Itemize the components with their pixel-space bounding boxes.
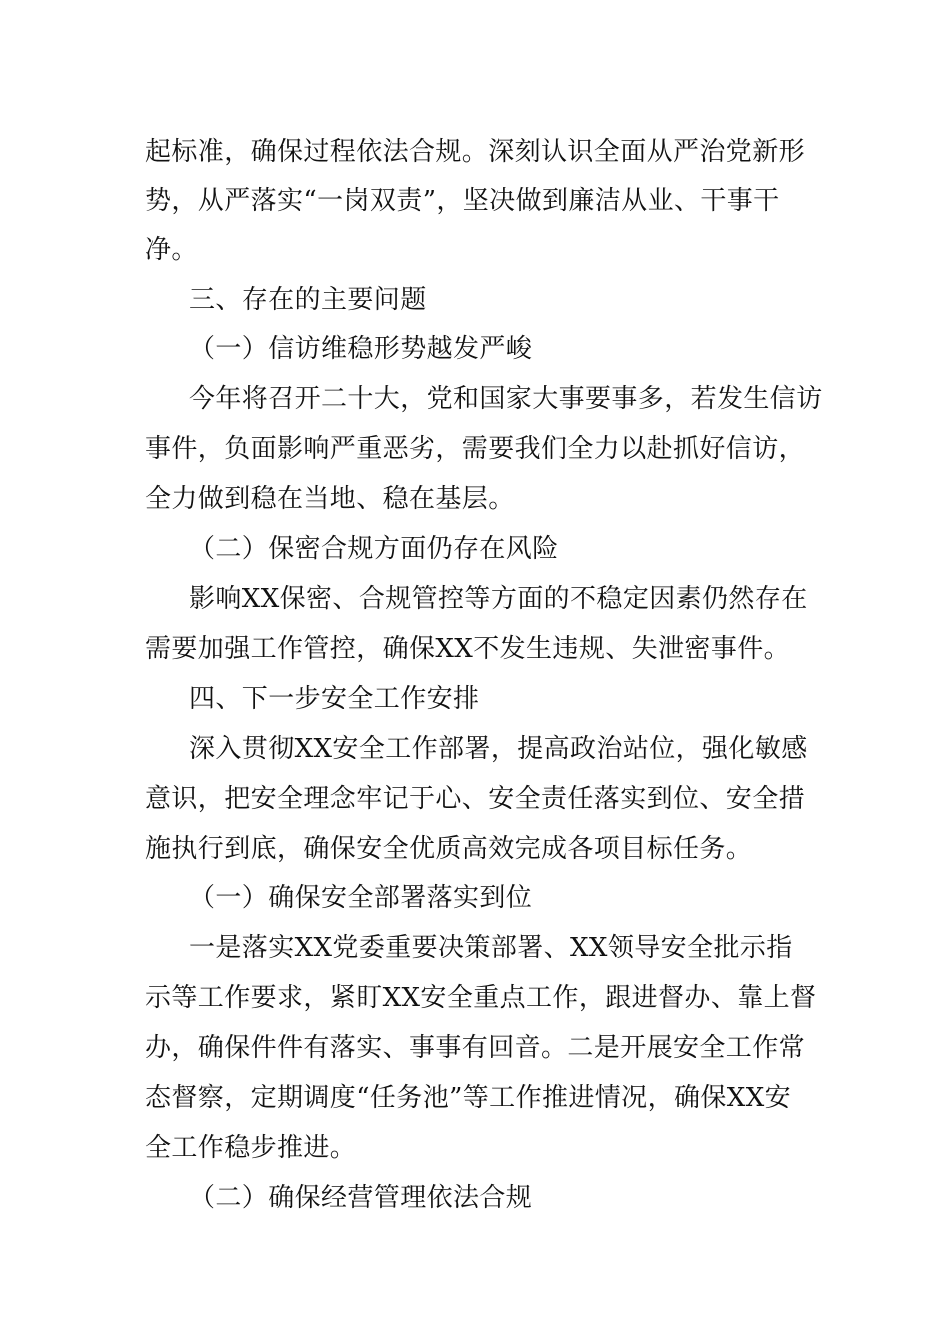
text-line: 施执行到底，确保安全优质高效完成各项目标任务。: [145, 834, 753, 864]
text-line: 示等工作要求，紧盯XX安全重点工作，跟进督办、靠上督: [145, 983, 817, 1013]
section-heading: 三、存在的主要问题: [189, 285, 427, 315]
text-line: 意识，把安全理念牢记于心、安全责任落实到位、安全措: [145, 784, 806, 814]
subsection-heading: （二）确保经营管理依法合规: [189, 1183, 533, 1213]
text-line: 全工作稳步推进。: [145, 1133, 357, 1163]
text-line: 事件，负面影响严重恶劣，需要我们全力以赴抓好信访，: [145, 434, 806, 464]
text-line: 势，从严落实“一岗双责”，坚决做到廉洁从业、干事干: [145, 186, 780, 216]
text-line: 一是落实XX党委重要决策部署、XX领导安全批示指: [189, 933, 793, 963]
text-line: 净。: [145, 235, 198, 265]
text-line: 办，确保件件有落实、事事有回音。二是开展安全工作常: [145, 1033, 806, 1063]
subsection-heading: （一）信访维稳形势越发严峻: [189, 334, 533, 364]
text-line: 今年将召开二十大，党和国家大事要事多，若发生信访: [189, 384, 823, 414]
text-line: 影响XX保密、合规管控等方面的不稳定因素仍然存在: [189, 584, 808, 614]
text-line: 态督察，定期调度“任务池”等工作推进情况，确保XX安: [145, 1083, 792, 1113]
text-line: 深入贯彻XX安全工作部署，提高政治站位，强化敏感: [189, 734, 808, 764]
subsection-heading: （一）确保安全部署落实到位: [189, 883, 533, 913]
text-line: 起标准，确保过程依法合规。深刻认识全面从严治党新形: [145, 137, 806, 167]
subsection-heading: （二）保密合规方面仍存在风险: [189, 534, 559, 564]
section-heading: 四、下一步安全工作安排: [189, 684, 480, 714]
text-line: 需要加强工作管控，确保XX不发生违规、失泄密事件。: [145, 634, 791, 664]
text-line: 全力做到稳在当地、稳在基层。: [145, 484, 515, 514]
